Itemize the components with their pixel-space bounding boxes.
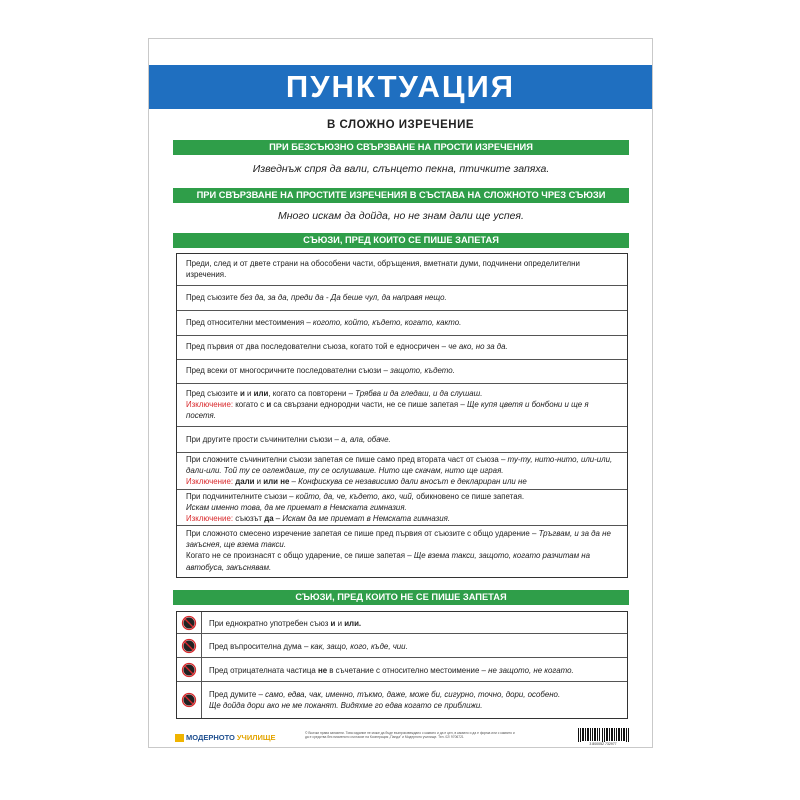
rule-example: ту-ту, нито-нито, или-или, дали-или. Той ту се оглеждаше, ту се ослушваше. Нито ще скачам, нито ще играя. (186, 455, 613, 476)
rule-keyword: да (264, 514, 274, 524)
comma-rules-table (176, 253, 628, 578)
rule-example: Ще дойда дори ако не ме поканят. Видяхме го едва когато се приближи. (209, 701, 483, 711)
rule-text: – (289, 477, 299, 487)
exception-label: Изключение: (186, 514, 234, 524)
logo-mark (175, 734, 184, 742)
table-row (177, 336, 627, 360)
rule-example: Конфискува се независимо дали вносът е деклариран или не (298, 477, 527, 487)
rule-example: Искам да ме приемат в Немската гимназия. (282, 514, 451, 524)
rule-text: съюзът (233, 514, 265, 524)
rule-keyword: или не (263, 477, 290, 487)
rule-text: Пред думите – (209, 690, 266, 699)
exception-label: Изключение: (186, 477, 234, 487)
rule-example: как, защо, кого, къде, чии. (310, 642, 408, 651)
no-comma-icon (181, 615, 197, 631)
table-row (177, 311, 627, 336)
rule-example: че ако, но за да. (448, 342, 508, 351)
rule-text: При еднократно употребен съюз (209, 619, 331, 628)
page-title: ПУНКТУАЦИЯ (285, 69, 516, 104)
rule-conjunctions: който, да, че, където, ако, чий, (295, 492, 415, 501)
rule-example: Трябва и да гледаш, и да слушаш. (355, 389, 483, 398)
rule-text: Преди, след и от двете страни на обособени части, обръщения, вметнати думи, подчинени определителни изречения. (186, 259, 580, 280)
table-row (177, 682, 627, 718)
rule-example: когото, който, където, когато, както. (312, 318, 462, 327)
table-row (177, 490, 627, 526)
rule-text: и (244, 389, 254, 398)
rule-keyword: не (317, 666, 328, 675)
rule-example: не защото, не когато. (488, 666, 574, 675)
table-row (177, 658, 627, 682)
rule-text: – (273, 514, 283, 524)
logo-text: МОДЕРНОТО (186, 733, 235, 742)
rule-text: Пред съюзите (186, 293, 240, 302)
rule-text: в съчетание с относително местоимение – (327, 666, 489, 675)
rule-text: Пред всеки от многосричните последователни съюзи – (186, 366, 391, 375)
rule-example: Ще купя цветя и бонбони и ще я посетя. (186, 400, 589, 421)
table-row (177, 286, 627, 311)
rule-keyword: и (266, 400, 272, 410)
rule-text: Пред относителни местоимения – (186, 318, 313, 327)
rule-text: , когато са повторени – (268, 389, 356, 398)
rule-text: Пред първия от два последователни съюза, когато той е едносричен – (186, 342, 449, 351)
rule-dash: - (323, 293, 331, 302)
title-bar (149, 65, 652, 109)
table-row (177, 453, 627, 490)
rule-text: При другите прости съчинителни съюзи – (186, 435, 342, 444)
no-comma-icon (181, 638, 197, 654)
rule-example: само, едва, чак, именно, тъкмо, даже, може би, сигурно, точно, дори, особено. (265, 690, 561, 699)
publisher-logo (175, 733, 279, 743)
rule-text: обикновено се пише запетая. (414, 492, 525, 501)
table-row (177, 526, 627, 577)
table-row (177, 360, 627, 384)
rule-keyword: дали (233, 477, 255, 487)
no-comma-icon (181, 692, 197, 708)
table-row (177, 427, 627, 453)
exception-label: Изключение: (186, 400, 234, 410)
rule-text: и (254, 477, 264, 487)
section-heading-no-comma: СЪЮЗИ, ПРЕД КОИТО НЕ СЕ ПИШЕ ЗАПЕТАЯ (173, 590, 629, 605)
rule-conjunctions: без да, за да, преди да (240, 293, 324, 302)
rule-keyword: и (240, 389, 245, 398)
example-conjunctions: Много искам да дойда, но не знам дали ще успея. (278, 210, 524, 222)
rule-example: Тръгвам, и за да не закъснея, ще взема такси. (186, 529, 611, 550)
rule-text: са свързани еднородни части, не се пише запетая – (271, 400, 467, 410)
section-heading-asyndetic: ПРИ БЕЗСЪЮЗНО СВЪРЗВАНЕ НА ПРОСТИ ИЗРЕЧЕНИЯ (173, 140, 629, 155)
rule-text: При сложното смесено изречение запетая се пише пред първия от съюзите с общо ударение – (186, 529, 539, 538)
poster (148, 38, 653, 748)
rule-keyword: или. (344, 619, 362, 628)
rule-example: а, ала, обаче. (341, 435, 391, 444)
logo-text: УЧИЛИЩЕ (234, 733, 276, 742)
section-heading-comma: СЪЮЗИ, ПРЕД КОИТО СЕ ПИШЕ ЗАПЕТАЯ (173, 233, 629, 248)
rule-example: Искам именно това, да ме приемат в Немската гимназия. (186, 503, 407, 513)
example-asyndetic: Изведнъж спря да вали, слънцето пекна, птичките запяха. (252, 163, 550, 175)
rule-text: Когато не се произнасят с общо ударение, се пише запетая – (186, 551, 414, 561)
rule-text: Пред отрицателната частица (209, 666, 318, 675)
rule-text: Пред съюзите (186, 389, 240, 398)
table-row (177, 612, 627, 634)
rule-text: когато с (233, 400, 267, 410)
rule-keyword: и (330, 619, 336, 628)
section-heading-conjunctions: ПРИ СВЪРЗВАНЕ НА ПРОСТИТЕ ИЗРЕЧЕНИЯ В СЪСТАВА НА СЛОЖНОТО ЧРЕЗ СЪЮЗИ (173, 188, 629, 203)
rule-example: Ще взема такси, защото, когато разчитам на автобуса, закъснявам. (186, 551, 591, 572)
table-row (177, 384, 627, 427)
rule-text: Пред въпросителна дума – (209, 642, 311, 651)
copyright-note: © Всички права запазени. Това издание не може да бъде възпроизвеждано с каквато и да е цел, в каквато и да е форма или с каквито и да е средства без писменото съгласие на Кооперация „Панда" и Модерното училище. Тел. 02/ 9706721 (305, 731, 515, 740)
no-comma-icon (181, 662, 197, 678)
rule-example: Да беше чул, да направя нещо. (330, 293, 447, 302)
table-row (177, 254, 627, 286)
page-subtitle: В СЛОЖНО ИЗРЕЧЕНИЕ (326, 119, 475, 131)
barcode-number: 3 800052 732977 (589, 742, 617, 746)
rule-text: При сложните съчинителни съюзи запетая се пише само пред втората част от съюза – (186, 455, 508, 464)
no-comma-rules-table (176, 611, 628, 719)
rule-text: и (335, 619, 345, 628)
rule-example: защото, където. (390, 366, 455, 375)
rule-text: При подчинителните съюзи – (186, 492, 296, 501)
table-row (177, 634, 627, 658)
rule-keyword: или (253, 389, 269, 398)
